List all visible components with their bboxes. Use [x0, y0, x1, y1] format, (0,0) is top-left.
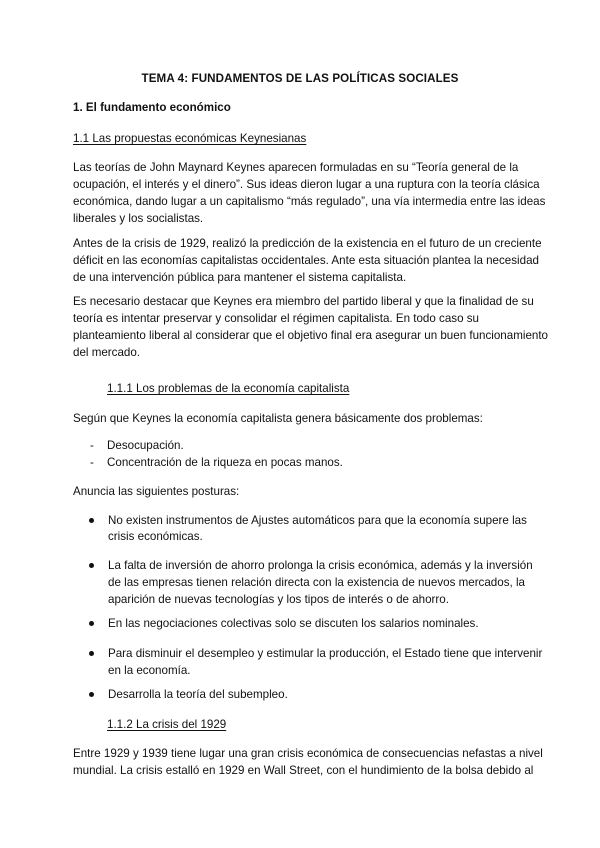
- dash-list-item: Concentración de la riqueza en pocas manos.: [107, 456, 343, 469]
- bullet-line: de las empresas tienen relación directa con la existencia de nuevos mercados, la: [108, 576, 525, 589]
- document-title: TEMA 4: FUNDAMENTOS DE LAS POLÍTICAS SOCIALES: [141, 72, 459, 85]
- bullet-line: Desarrolla la teoría del subempleo.: [108, 688, 288, 701]
- paragraph-line: Entre 1929 y 1939 tiene lugar una gran crisis económica de consecuencias nefastas a nivel: [73, 747, 543, 760]
- bullet-icon: [89, 621, 94, 626]
- bullet-line: crisis económicas.: [108, 530, 203, 543]
- paragraph-line: déficit en las economías capitalistas occidentales. Ante esta situación plantea la necesidad: [73, 254, 539, 267]
- bullet-line: aparición de nuevas tecnologías y los tipos de interés o de ahorro.: [108, 593, 449, 606]
- bullet-icon: [89, 518, 94, 523]
- paragraph-line: del mercado.: [73, 346, 141, 359]
- dash-marker: -: [90, 439, 94, 452]
- subsection-heading-1-1-2: 1.1.2 La crisis del 1929: [107, 718, 227, 731]
- subsection-heading-1-1: 1.1 Las propuestas económicas Keynesianas: [73, 132, 307, 145]
- section-heading-1: 1. El fundamento económico: [73, 101, 231, 114]
- paragraph-line: ocupación, el interés y el dinero”. Sus ideas dieron lugar a una ruptura con la teoría clásica: [73, 178, 540, 191]
- paragraph-line: teoría es intentar preservar y consolidar el régimen capitalista. En todo caso su: [73, 312, 479, 325]
- subsection-heading-1-1-1: 1.1.1 Los problemas de la economía capitalista: [107, 382, 350, 395]
- bullet-icon: [89, 651, 94, 656]
- bullet-line: En las negociaciones colectivas solo se discuten los salarios nominales.: [108, 617, 479, 630]
- bullet-line: en la economía.: [108, 664, 191, 677]
- paragraph-line: mundial. La crisis estalló en 1929 en Wall Street, con el hundimiento de la bolsa debido al: [73, 764, 534, 777]
- paragraph-line: liberales y los socialistas.: [73, 212, 204, 225]
- paragraph-line: Antes de la crisis de 1929, realizó la predicción de la existencia en el futuro de un creciente: [73, 237, 542, 250]
- bullet-icon: [89, 563, 94, 568]
- bullet-icon: [89, 692, 94, 697]
- paragraph-line: económica, dando lugar a un capitalismo “más regulado”, una vía intermedia entre las ideas: [73, 195, 546, 208]
- paragraph-line: Según que Keynes la economía capitalista genera básicamente dos problemas:: [73, 412, 483, 425]
- bullet-line: Para disminuir el desempleo y estimular la producción, el Estado tiene que intervenir: [108, 647, 543, 660]
- paragraph-line: Es necesario destacar que Keynes era miembro del partido liberal y que la finalidad de su: [73, 295, 534, 308]
- bullet-line: No existen instrumentos de Ajustes automáticos para que la economía supere las: [108, 514, 527, 527]
- paragraph-line: Las teorías de John Maynard Keynes aparecen formuladas en su “Teoría general de la: [73, 161, 519, 174]
- paragraph-line: Anuncia las siguientes posturas:: [73, 485, 240, 498]
- bullet-line: La falta de inversión de ahorro prolonga la crisis económica, además y la inversión: [108, 559, 533, 572]
- paragraph-line: de una intervención pública para mantener el sistema capitalista.: [73, 271, 407, 284]
- dash-marker: -: [90, 456, 94, 469]
- paragraph-line: planteamiento liberal al considerar que el objetivo final era asegurar un buen funcionamiento: [73, 329, 549, 342]
- dash-list-item: Desocupación.: [107, 439, 184, 452]
